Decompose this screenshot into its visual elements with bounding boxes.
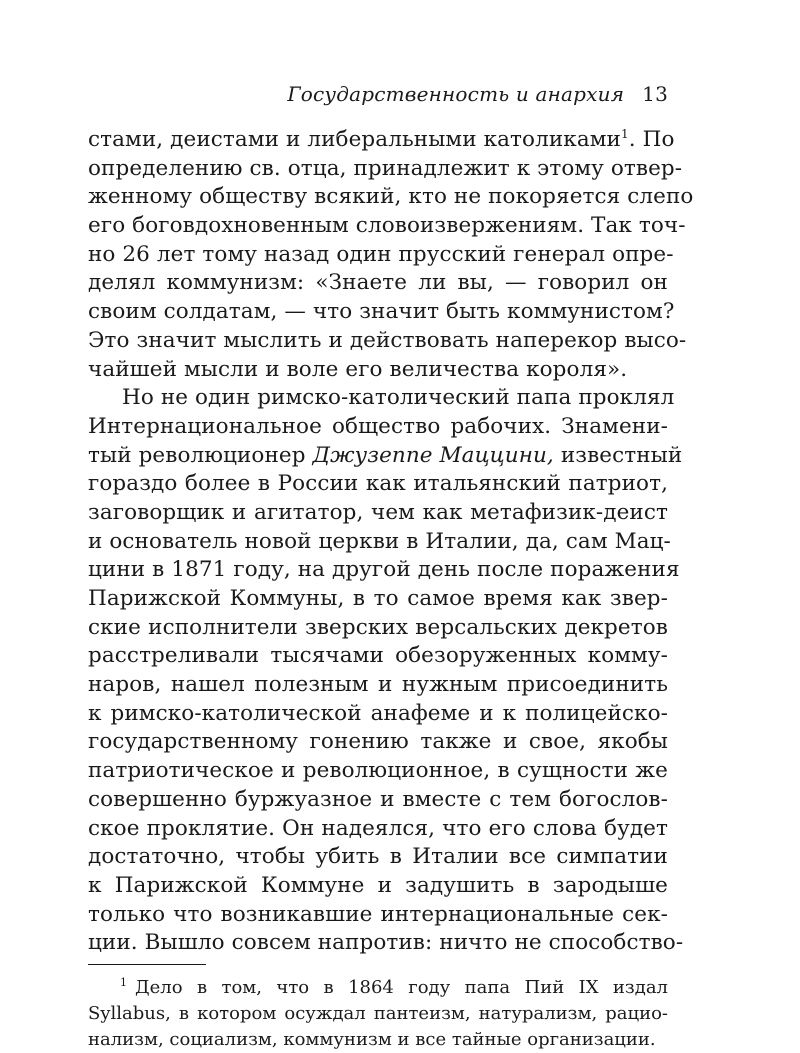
text-line: чайшей мысли и воле его величества короля».	[88, 356, 628, 382]
text-line: своим солдатам, — что значит быть коммунистом?	[88, 299, 675, 325]
text-line: только что возникавшие интернациональные сек-	[88, 901, 668, 927]
footnote-reference: 1	[621, 126, 629, 141]
running-head	[88, 82, 668, 112]
footnote-line: $^1$ Дело в том, что в 1864 году папа Пий IX издал	[120, 975, 668, 998]
italic-name: Джузеппе Маццини,	[312, 442, 554, 468]
footnote-divider	[88, 964, 206, 965]
text-line: стами, деистами и либеральными католиками$^1$. По	[88, 126, 675, 152]
footnote-line: нализм, социализм, коммунизм и все тайные организации.	[88, 1028, 656, 1050]
text-line: достаточно, чтобы убить в Италии все симпатии	[88, 844, 668, 870]
text-line: совершенно буржуазное и вместе с тем богослов-	[88, 786, 668, 812]
running-title: Государственность и анархия	[287, 82, 625, 106]
text-line: расстреливали тысячами обезоруженных комму-	[88, 643, 668, 669]
text-line: определению св. отца, принадлежит к этому отвер-	[88, 155, 683, 181]
page-number: 13	[642, 82, 668, 106]
text-line: Это значит мыслить и действовать наперекор высо-	[88, 327, 687, 353]
text-line: наров, нашел полезным и нужным присоединить	[88, 672, 668, 698]
text-line: делял коммунизм: «Знаете ли вы, — говорил он	[88, 270, 668, 296]
text-line: ции. Вышло совсем напротив: ничто не способство-	[88, 930, 684, 956]
text-line: ское проклятие. Он надеялся, что его слова будет	[88, 815, 668, 841]
book-page	[88, 82, 694, 1053]
text-line: и основатель новой церкви в Италии, да, сам Мац-	[88, 528, 671, 554]
text-line: Интернациональное общество рабочих. Знамени-	[88, 413, 668, 439]
body-text	[88, 126, 694, 958]
text-line: но 26 лет тому назад один прусский генерал опре-	[88, 241, 674, 267]
text-line: к Парижской Коммуне и задушить в зародыше	[88, 872, 668, 898]
footnote-line: Syllabus, в котором осуждал пантеизм, натурализм, рацио-	[88, 1002, 668, 1024]
text-line: цини в 1871 году, на другой день после поражения	[88, 557, 680, 583]
text-line: женному обществу всякий, кто не покоряется слепо	[88, 184, 694, 210]
text-line: гораздо более в России как итальянский патриот,	[88, 471, 668, 497]
text-line: его боговдохновенным словоизвержениям. Так точ-	[88, 213, 686, 239]
footnote-marker: 1	[120, 975, 127, 989]
text-line: Парижской Коммуны, в то самое время как звер-	[88, 586, 668, 611]
text-line: к римско-католической анафеме и к полицейско-	[88, 700, 668, 726]
footnote	[88, 975, 668, 1053]
text-line: ские исполнители зверских версальских декретов	[88, 614, 668, 640]
text-line: патриотическое и революционное, в сущности же	[88, 758, 668, 784]
text-line: тый революционер Джузеппе Маццини, известный	[88, 442, 683, 468]
text-line: государственному гонению также и свое, якобы	[88, 729, 668, 755]
text-line: Но не один римско-католический папа проклял	[122, 385, 675, 411]
text-line: заговорщик и агитатор, чем как метафизик-деист	[88, 499, 668, 525]
